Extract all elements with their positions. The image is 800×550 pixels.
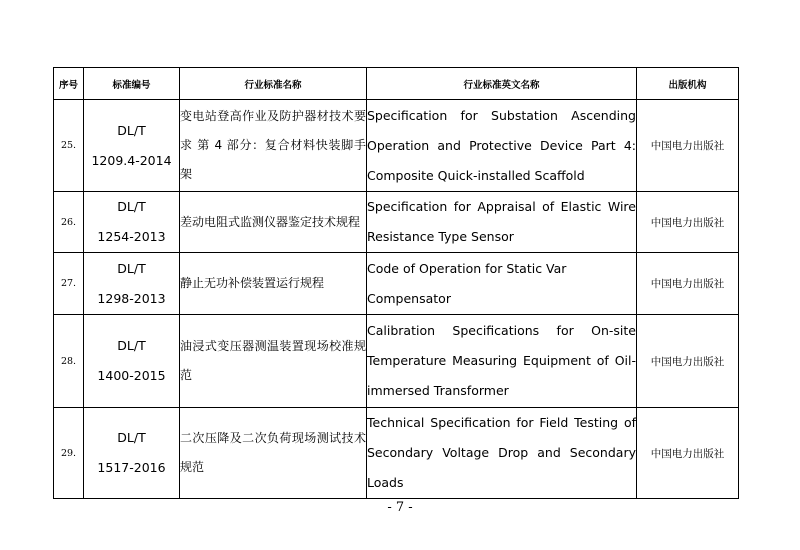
table-header-row — [54, 68, 739, 100]
row-standard-code — [84, 315, 180, 408]
row-standard-name-cn: 油浸式变压器测温装置现场校准规范 — [180, 315, 367, 408]
row-serial-number: 26. — [54, 192, 84, 253]
standard-code-number: 1517-2016 — [97, 460, 166, 475]
table-row — [54, 100, 739, 192]
table-row — [54, 315, 739, 408]
table-row — [54, 253, 739, 315]
row-standard-code — [84, 408, 180, 499]
row-publisher: 中国电力出版社 — [637, 192, 739, 253]
row-standard-name-cn: 变电站登高作业及防护器材技术要求 第 4 部分：复合材料快装脚手架 — [180, 100, 367, 192]
row-standard-code — [84, 100, 180, 192]
row-serial-number: 27. — [54, 253, 84, 315]
row-standard-name-cn: 差动电阻式监测仪器鉴定技术规程 — [180, 192, 367, 253]
row-standard-code — [84, 192, 180, 253]
standard-code-number: 1298-2013 — [97, 290, 166, 306]
standard-code-number: 1209.4-2014 — [91, 152, 172, 168]
row-serial-number: 25. — [54, 100, 84, 192]
row-serial-number: 29. — [54, 408, 84, 499]
header-standard-name-en: 行业标准英文名称 — [367, 68, 637, 100]
standard-code-number: 1400-2015 — [97, 368, 166, 383]
row-standard-name-en: Code of Operation for Static Var Compensator — [367, 253, 637, 315]
standard-code-prefix: DL/T — [117, 199, 146, 214]
row-serial-number: 28. — [54, 315, 84, 408]
row-standard-name-en: Specification for Appraisal of Elastic Wire Resistance Type Sensor — [367, 192, 637, 253]
header-serial-number: 序号 — [54, 68, 84, 100]
row-standard-name-cn: 静止无功补偿装置运行规程 — [180, 253, 367, 315]
standard-code-prefix: DL/T — [117, 122, 146, 138]
page-number: - 7 - — [387, 500, 413, 515]
row-standard-name-en: Calibration Specifications for On-site Temperature Measuring Equipment of Oil-immersed Transformer — [367, 315, 637, 408]
standard-code-prefix: DL/T — [117, 430, 146, 445]
standard-code-prefix: DL/T — [117, 338, 146, 353]
header-standard-name-cn: 行业标准名称 — [180, 68, 367, 100]
row-standard-name-cn: 二次压降及二次负荷现场测试技术规范 — [180, 408, 367, 499]
table-row — [54, 408, 739, 499]
standard-code-number: 1254-2013 — [97, 229, 166, 244]
row-publisher: 中国电力出版社 — [637, 315, 739, 408]
header-publisher: 出版机构 — [637, 68, 739, 100]
table-row — [54, 192, 739, 253]
standard-code-prefix: DL/T — [117, 260, 146, 276]
row-standard-code — [84, 253, 180, 315]
row-publisher: 中国电力出版社 — [637, 253, 739, 315]
row-publisher: 中国电力出版社 — [637, 408, 739, 499]
row-standard-name-en: Technical Specification for Field Testing of Secondary Voltage Drop and Secondary Loads — [367, 408, 637, 499]
row-standard-name-en: Specification for Substation Ascending Operation and Protective Device Part 4: Composite Quick-installed Scaffold — [367, 100, 637, 192]
row-publisher: 中国电力出版社 — [637, 100, 739, 192]
standards-table — [53, 67, 739, 499]
header-standard-code: 标准编号 — [84, 68, 180, 100]
